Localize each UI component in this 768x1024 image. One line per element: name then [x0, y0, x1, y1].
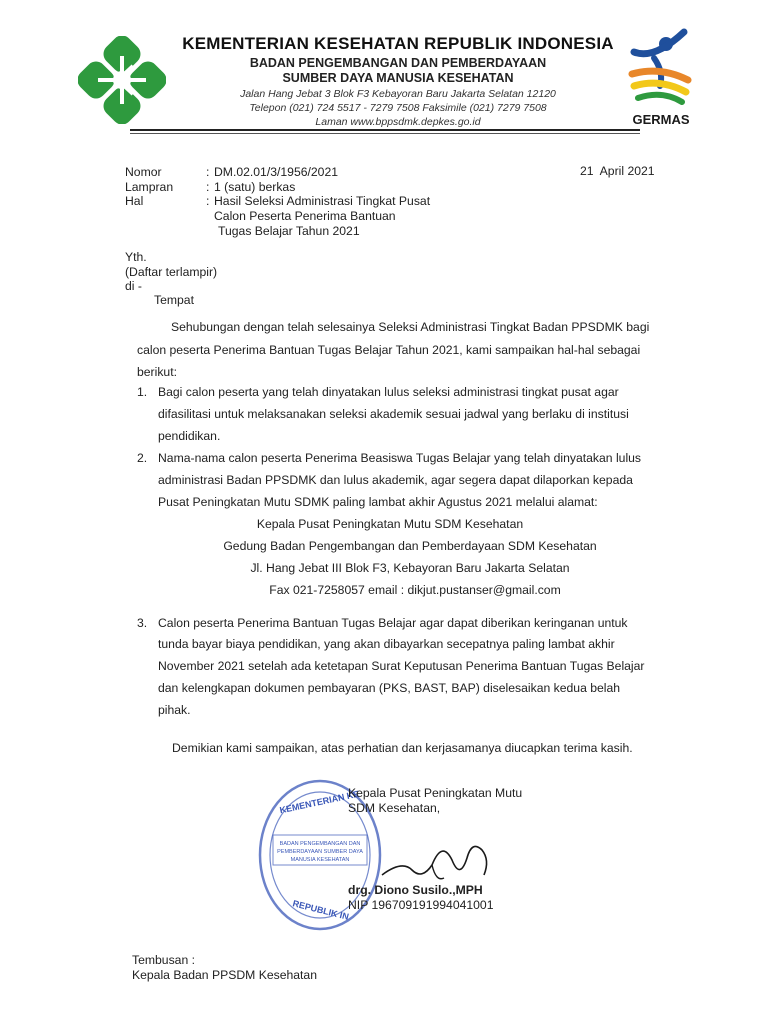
address-line-2: Gedung Badan Pengembangan dan Pemberdayaan SDM Kesehatan	[223, 539, 597, 553]
item-2-line-3: Pusat Peningkatan Mutu SDMK paling lambat akhir Agustus 2021 melalui alamat:	[158, 495, 598, 509]
germas-label: GERMAS	[632, 112, 690, 127]
svg-text:REPUBLIK IN: REPUBLIK IN	[291, 898, 350, 922]
letterhead-website: Laman www.bppsdmk.depkes.go.id	[315, 116, 481, 128]
svg-text:MANUSIA KESEHATAN: MANUSIA KESEHATAN	[290, 857, 350, 863]
cc-label: Tembusan :	[132, 953, 196, 967]
signatory-title-2: SDM Kesehatan,	[348, 801, 441, 815]
closing-line: Demikian kami sampaikan, atas perhatian dan kerjasamanya diucapkan terima kasih.	[172, 741, 633, 755]
item-3-line-2: tunda bayar biaya pendidikan, yang akan dibayarkan secepatnya paling lambat akhir	[158, 637, 615, 651]
hal-line-1: Hasil Seleksi Administrasi Tingkat Pusat	[214, 194, 431, 208]
date-month-year: April 2021	[599, 164, 655, 178]
intro-line-2: calon peserta Penerima Bantuan Tugas Belajar Tahun 2021, kami sampaikan hal-hal sebagai	[137, 343, 641, 357]
hal-colon: :	[206, 194, 210, 208]
item-3-line-4: dan kelengkapan dokumen pembayaran (PKS, BAST, BAP) diselesaikan kedua belah	[158, 681, 621, 695]
svg-text:BADAN PENGEMBANGAN DAN: BADAN PENGEMBANGAN DAN	[279, 841, 361, 847]
kemenkes-logo	[78, 36, 166, 124]
date-day: 21	[580, 164, 594, 178]
lampiran-label: Lampran	[125, 180, 174, 194]
signatory-nip: NIP 196709191994041001	[348, 898, 494, 912]
nomor-colon: :	[206, 165, 210, 179]
nomor-label: Nomor	[125, 165, 162, 179]
svg-text:PEMBERDAYAAN SUMBER DAYA: PEMBERDAYAAN SUMBER DAYA	[277, 849, 363, 855]
letter-date	[580, 164, 655, 179]
intro-line-1: Sehubungan dengan telah selesainya Seleksi Administrasi Tingkat Badan PPSDMK bagi	[171, 320, 650, 334]
recipient-list: (Daftar terlampir)	[125, 265, 218, 279]
yth: Yth.	[125, 250, 147, 264]
item-1-number: 1.	[137, 385, 148, 399]
address-line-3: Jl. Hang Jebat III Blok F3, Kebayoran Baru Jakarta Selatan	[250, 561, 570, 575]
hal-line-2: Calon Peserta Penerima Bantuan	[214, 209, 396, 223]
item-1-line-3: pendidikan.	[158, 429, 221, 443]
item-3-line-3: November 2021 setelah ada ketetapan Surat Keputusan Penerima Bantuan Tugas Belajar	[158, 659, 645, 673]
letterhead-subtitle-1: BADAN PENGEMBANGAN DAN PEMBERDAYAAN	[249, 56, 547, 70]
svg-text:KEMENTERIAN KE: KEMENTERIAN KE	[278, 788, 361, 816]
letterhead-subtitle-2: SUMBER DAYA MANUSIA KESEHATAN	[282, 71, 514, 85]
item-3-line-1: Calon peserta Penerima Bantuan Tugas Belajar agar dapat diberikan keringanan untuk	[158, 616, 628, 630]
handwritten-signature	[372, 820, 502, 890]
cc-recipient: Kepala Badan PPSDM Kesehatan	[132, 968, 317, 982]
address-line-4: Fax 021-7258057 email : dikjut.pustanser@gmail.com	[269, 583, 561, 597]
letterhead-divider-thin	[130, 133, 640, 134]
hal-label: Hal	[125, 194, 144, 208]
recipient-di: di -	[125, 279, 142, 293]
letterhead-address: Jalan Hang Jebat 3 Blok F3 Kebayoran Baru Jakarta Selatan 12120	[240, 88, 556, 100]
nomor-value: DM.02.01/3/1956/2021	[214, 165, 338, 179]
lampiran-colon: :	[206, 180, 210, 194]
letterhead-title: KEMENTERIAN KESEHATAN REPUBLIK INDONESIA	[182, 34, 614, 53]
letterhead-phone: Telepon (021) 724 5517 - 7279 7508 Faksimile (021) 7279 7508	[249, 102, 547, 114]
signatory-name: drg. Diono Susilo.,MPH	[348, 883, 483, 897]
intro-line-3: berikut:	[137, 365, 177, 379]
item-3-number: 3.	[137, 616, 148, 630]
signatory-title-1: Kepala Pusat Peningkatan Mutu	[348, 786, 523, 800]
letterhead-divider	[130, 129, 640, 131]
item-2-line-1: Nama-nama calon peserta Penerima Beasiswa Tugas Belajar yang telah dinyatakan lulus	[158, 451, 642, 465]
hal-line-3: Tugas Belajar Tahun 2021	[218, 224, 360, 238]
lampiran-value: 1 (satu) berkas	[214, 180, 296, 194]
item-1-line-2: difasilitasi untuk melaksanakan seleksi akademik sesuai jadwal yang berlaku di institusi	[158, 407, 629, 421]
recipient-place: Tempat	[154, 293, 194, 307]
address-line-1: Kepala Pusat Peningkatan Mutu SDM Kesehatan	[256, 517, 524, 531]
item-3-line-5: pihak.	[158, 703, 191, 717]
item-1-line-1: Bagi calon peserta yang telah dinyatakan lulus seleksi administrasi tingkat pusat agar	[158, 385, 619, 399]
item-2-number: 2.	[137, 451, 148, 465]
item-2-line-2: administrasi Badan PPSDMK dan lulus akademik, agar segera dapat dilaporkan kepada	[158, 473, 633, 487]
